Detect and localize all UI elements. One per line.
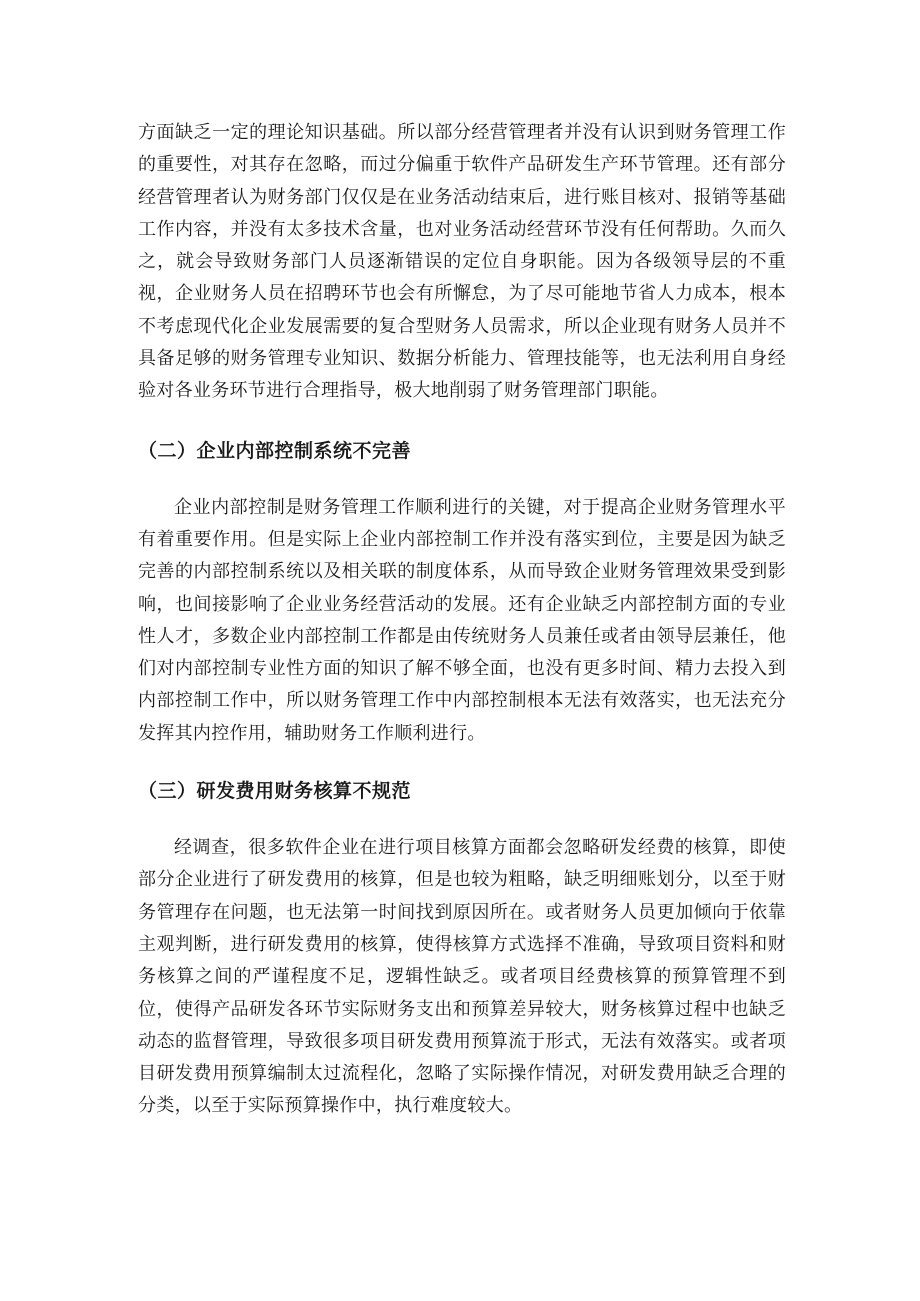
section-heading: （三）研发费用财务核算不规范 (138, 780, 412, 803)
body-paragraph: 企业内部控制是财务管理工作顺利进行的关键，对于提高企业财务管理水平有着重要作用。但是实际上企业内部控制工作并没有落实到位，主要是因为缺乏完善的内部控制系统以及相关联的制度体系，从而导致企业财务管理效果受到影响，也间接影响了企业业务经营活动的发展。还有企业缺乏内部控制方面的专业性人才，多数企业内部控制工作都是由传统财务人员兼任或者由领导层兼任，他们对内部控制专业性方面的知识了解不够全面，也没有更多时间、精力去投入到内部控制工作中，所以财务管理工作中内部控制根本无法有效落实，也无法充分发挥其内控作用，辅助财务工作顺利进行。 (138, 496, 786, 744)
body-paragraph: 方面缺乏一定的理论知识基础。所以部分经营管理者并没有认识到财务管理工作的重要性，对其存在忽略，而过分偏重于软件产品研发生产环节管理。还有部分经营管理者认为财务部门仅仅是在业务活动结束后，进行账目核对、报销等基础工作内容，并没有太多技术含量，也对业务活动经营环节没有任何帮助。久而久之，就会导致财务部门人员逐渐错误的定位自身职能。因为各级领导层的不重视，企业财务人员在招聘环节也会有所懈怠，为了尽可能地节省人力成本，根本不考虑现代化企业发展需要的复合型财务人员需求，所以企业现有财务人员并不具备足够的财务管理专业知识、数据分析能力、管理技能等，也无法利用自身经验对各业务环节进行合理指导，极大地削弱了财务管理部门职能。 (138, 122, 786, 402)
body-paragraph: 经调查，很多软件企业在进行项目核算方面都会忽略研发经费的核算，即使部分企业进行了研发费用的核算，但是也较为粗略，缺乏明细账划分，以至于财务管理存在问题，也无法第一时间找到原因所在。或者财务人员更加倾向于依靠主观判断，进行研发费用的核算，使得核算方式选择不准确，导致项目资料和财务核算之间的严谨程度不足，逻辑性缺乏。或者项目经费核算的预算管理不到位，使得产品研发各环节实际财务支出和预算差异较大，财务核算过程中也缺乏动态的监督管理，导致很多项目研发费用预算流于形式，无法有效落实。或者项目研发费用预算编制太过流程化，忽略了实际操作情况，对研发费用缺乏合理的分类，以至于实际预算操作中，执行难度较大。 (138, 837, 786, 1117)
section-heading: （二）企业内部控制系统不完善 (138, 439, 412, 462)
document-page (138, 117, 786, 1123)
